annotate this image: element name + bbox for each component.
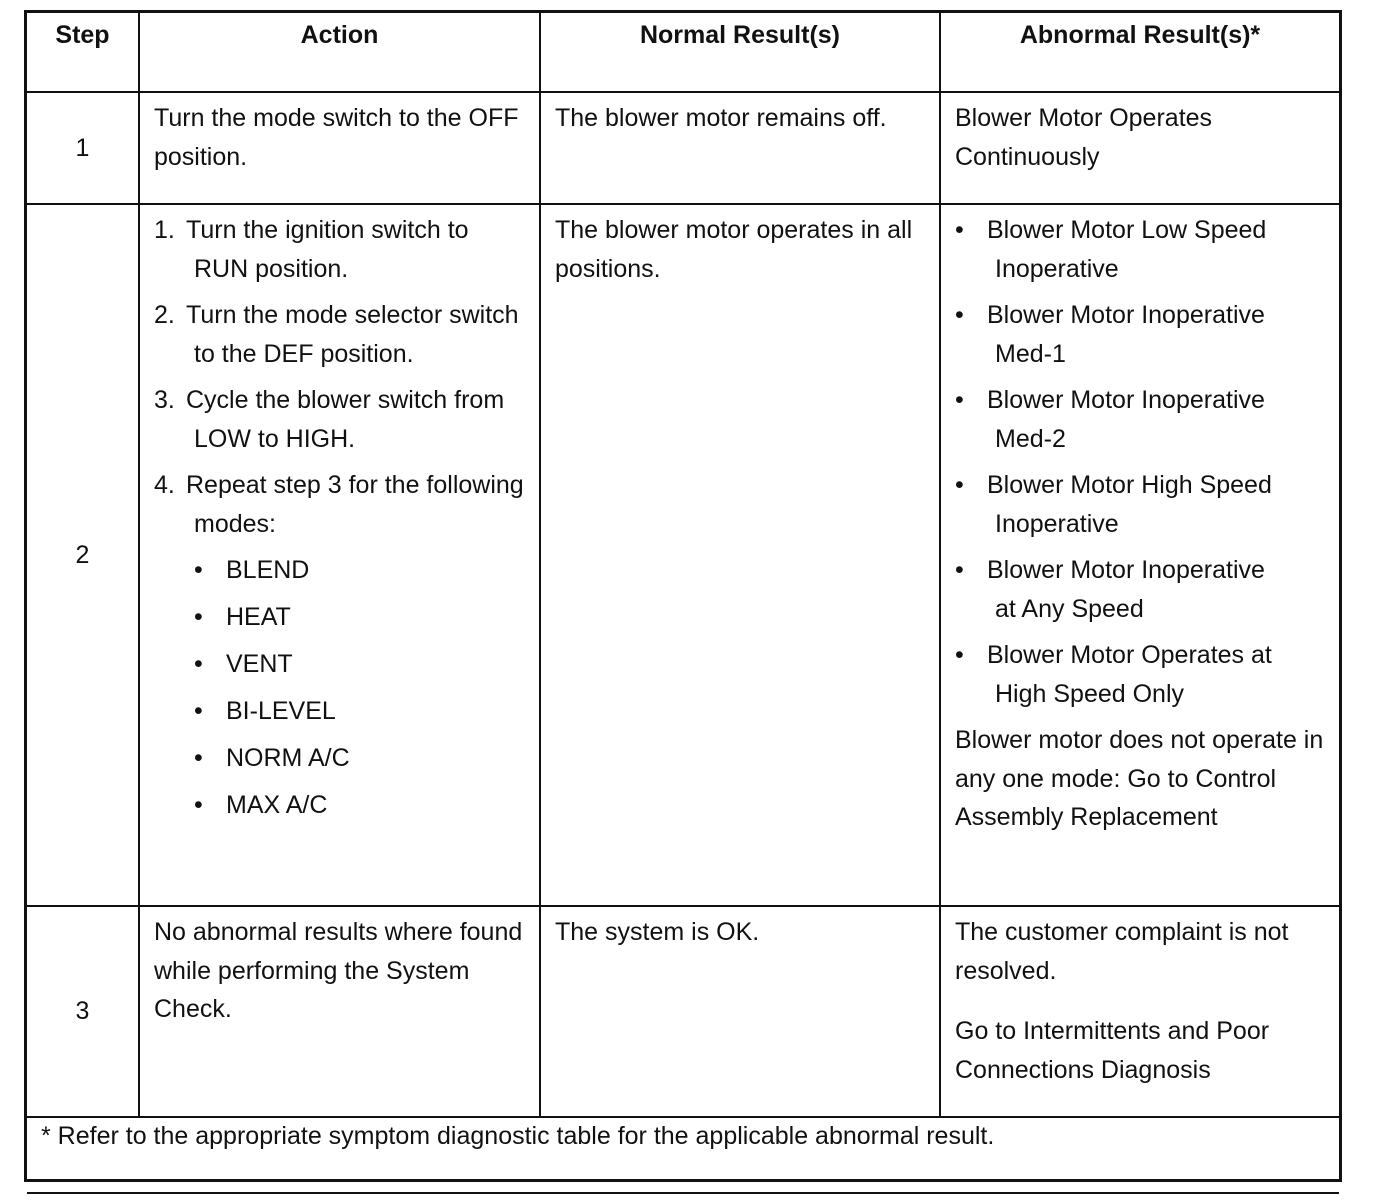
- diagnostic-table-frame: [24, 10, 1342, 1182]
- list-item: • Blower Motor Inoperative Med-1: [955, 301, 1265, 368]
- abnormal-result-cell: [940, 906, 1339, 1117]
- action-cell: Turn the mode switch to the OFF position.: [139, 92, 540, 204]
- abnormal-list: [955, 211, 1325, 713]
- list-item: • Blower Motor Operates at High Speed Only: [955, 641, 1272, 708]
- normal-result-cell: The blower motor operates in all positions.: [540, 204, 940, 906]
- header-row: [27, 13, 1339, 92]
- header-action: Action: [139, 13, 540, 92]
- list-item: • HEAT: [194, 603, 291, 631]
- abnormal-note: Blower motor does not operate in any one mode: Go to Control Assembly Replacement: [955, 726, 1324, 831]
- list-item: • BI-LEVEL: [194, 697, 336, 725]
- abnormal-paragraph: Go to Intermittents and Poor Connections Diagnosis: [955, 1017, 1270, 1084]
- step-number: 1: [27, 92, 139, 204]
- header-step: Step: [27, 13, 139, 92]
- abnormal-paragraph: The customer complaint is not resolved.: [955, 918, 1289, 985]
- list-item: • BLEND: [194, 556, 310, 584]
- action-step: 2. Turn the mode selector switch to the DEF position.: [154, 301, 519, 368]
- footnote: * Refer to the appropriate symptom diagnostic table for the applicable abnormal result.: [27, 1117, 1339, 1193]
- list-item: • Blower Motor Inoperative at Any Speed: [955, 556, 1265, 623]
- list-item: • NORM A/C: [194, 744, 350, 772]
- table-row: [27, 204, 1339, 906]
- table-row: [27, 92, 1339, 204]
- list-item: • Blower Motor High Speed Inoperative: [955, 471, 1272, 538]
- normal-result-cell: The blower motor remains off.: [540, 92, 940, 204]
- list-item: • MAX A/C: [194, 791, 328, 819]
- list-item: • Blower Motor Low Speed Inoperative: [955, 216, 1267, 283]
- normal-result-cell: The system is OK.: [540, 906, 940, 1117]
- action-cell: No abnormal results where found while performing the System Check.: [139, 906, 540, 1117]
- header-normal: Normal Result(s): [540, 13, 940, 92]
- action-step: 4. Repeat step 3 for the following modes:: [154, 471, 524, 538]
- step-number: 2: [27, 204, 139, 906]
- action-step: 3. Cycle the blower switch from LOW to HIGH.: [154, 386, 505, 453]
- step-number: 3: [27, 906, 139, 1117]
- list-item: • Blower Motor Inoperative Med-2: [955, 386, 1265, 453]
- action-step: 1. Turn the ignition switch to RUN position.: [154, 216, 469, 283]
- mode-list: [154, 551, 525, 833]
- header-abnormal: Abnormal Result(s)*: [940, 13, 1339, 92]
- list-item: • VENT: [194, 650, 293, 678]
- diagnostic-table: [27, 13, 1339, 1194]
- abnormal-result-cell: [940, 204, 1339, 906]
- action-cell: [139, 204, 540, 906]
- table-row: [27, 906, 1339, 1117]
- abnormal-result-cell: Blower Motor Operates Continuously: [940, 92, 1339, 204]
- footnote-row: [27, 1117, 1339, 1193]
